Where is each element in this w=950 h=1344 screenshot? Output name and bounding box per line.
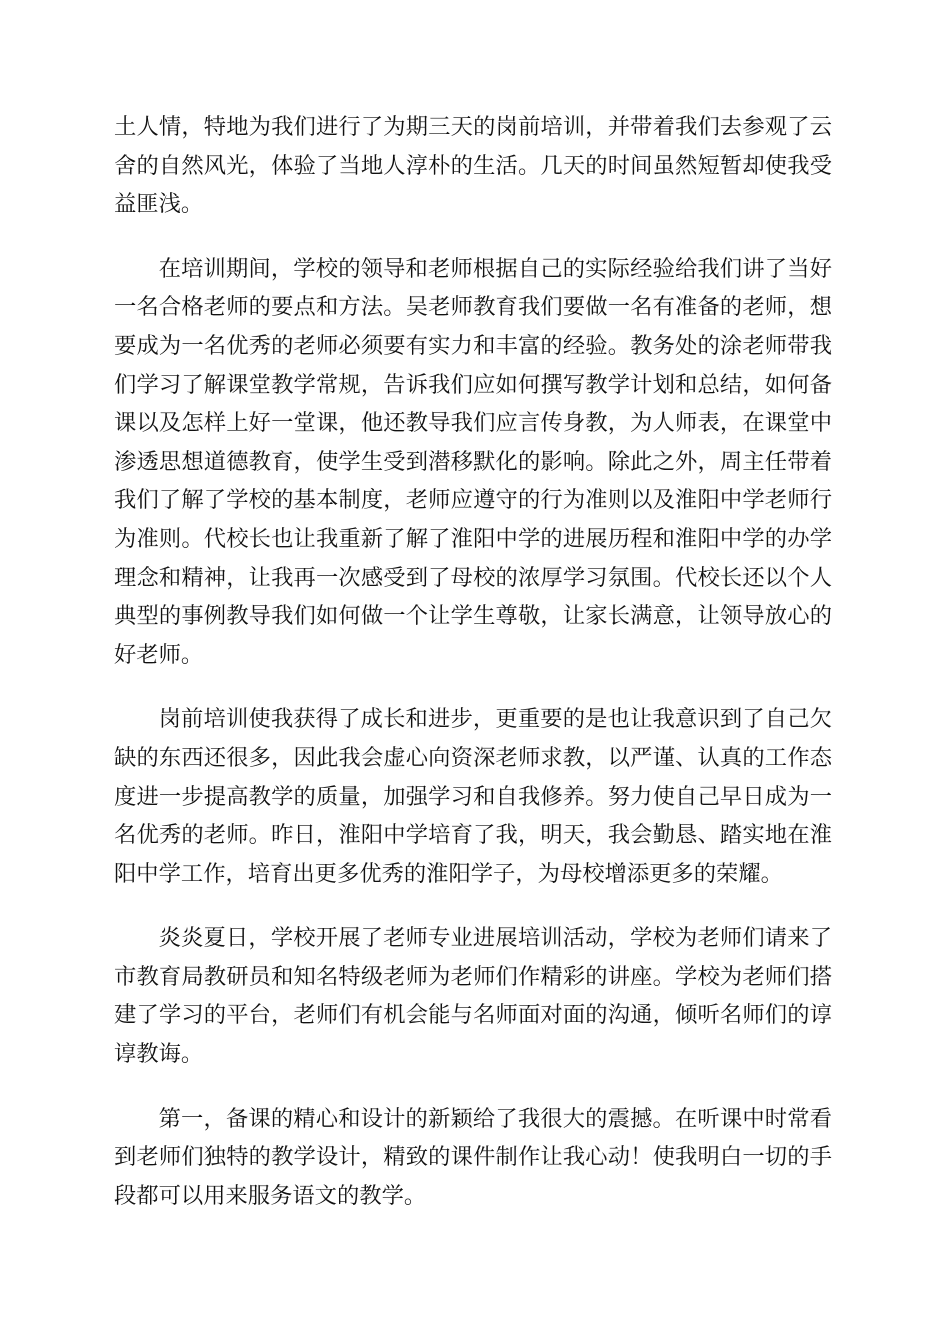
- paragraph-continuation: 土人情，特地为我们进行了为期三天的岗前培训，并带着我们去参观了云舍的自然风光，体验了当地人淳朴的生活。几天的时间虽然短暂却使我受益匪浅。: [114, 114, 832, 218]
- paragraph-training-period: 在培训期间，学校的领导和老师根据自己的实际经验给我们讲了当好一名合格老师的要点和方法。吴老师教育我们要做一名有准备的老师，想要成为一名优秀的老师必须要有实力和丰富的经验。教务处的涂老师带我们学习了解课堂教学常规，告诉我们应如何撰写教学计划和总结，如何备课以及怎样上好一堂课，他还教导我们应言传身教，为人师表，在课堂中渗透思想道德教育，使学生受到潜移默化的影响。除此之外，周主任带着我们了解了学校的基本制度，老师应遵守的行为准则以及淮阳中学老师行为准则。代校长也让我重新了解了淮阳中学的进展历程和淮阳中学的办学理念和精神，让我再一次感受到了母校的浓厚学习氛围。代校长还以个人典型的事例教导我们如何做一个让学生尊敬，让家长满意，让领导放心的好老师。: [114, 255, 832, 668]
- paragraph-summer-training: 炎炎夏日，学校开展了老师专业进展培训活动，学校为老师们请来了市教育局教研员和知名特级老师为老师们作精彩的讲座。学校为老师们搭建了学习的平台，老师们有机会能与名师面对面的沟通，倾听名师们的谆谆教诲。: [114, 925, 832, 1068]
- paragraph-first-point: 第一，备课的精心和设计的新颖给了我很大的震撼。在听课中时常看到老师们独特的教学设计，精致的课件制作让我心动！使我明白一切的手段都可以用来服务语文的教学。: [114, 1105, 832, 1209]
- document-body: [114, 108, 832, 1241]
- paragraph-growth-reflection: 岗前培训使我获得了成长和进步，更重要的是也让我意识到了自己欠缺的东西还很多，因此我会虚心向资深老师求教，以严谨、认真的工作态度进一步提高教学的质量，加强学习和自我修养。努力使自己早日成为一名优秀的老师。昨日，淮阳中学培育了我，明天，我会勤恳、踏实地在淮阳中学工作，培育出更多优秀的淮阳学子，为母校增添更多的荣耀。: [114, 706, 832, 887]
